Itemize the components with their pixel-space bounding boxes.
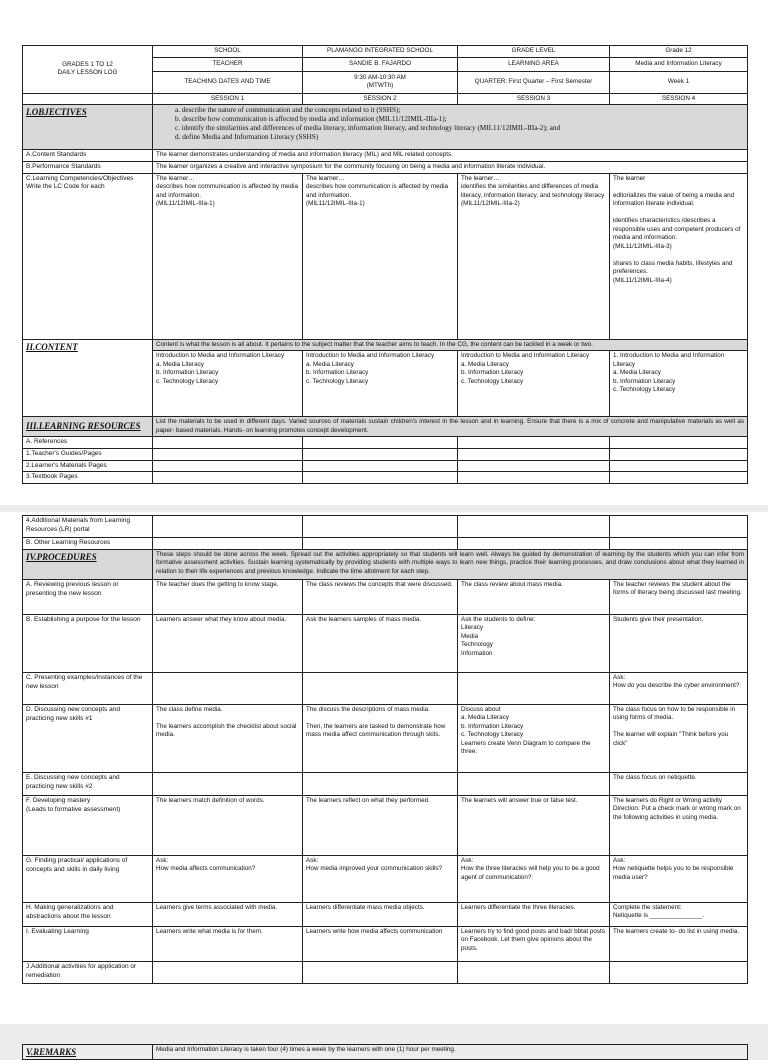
week-value: Week 1 xyxy=(610,71,748,93)
procedure-e-session-1 xyxy=(153,772,303,795)
procedure-d-session-1: The class define media. The learners accomplish the checklist about social media. xyxy=(153,704,303,772)
cell xyxy=(303,437,458,449)
cell xyxy=(458,516,610,538)
procedure-b-session-1: Learners answer what they know about media. xyxy=(153,614,303,672)
procedure-g-session-4: Ask: How netiquette helps you to be responsible media user? xyxy=(610,855,748,902)
cell xyxy=(458,448,610,460)
session-3-header: SESSION 3 xyxy=(458,93,610,105)
school-label: SCHOOL xyxy=(153,46,303,58)
procedure-i-session-4: The learners create to- do list in using media. xyxy=(610,926,748,961)
cell xyxy=(153,448,303,460)
remarks-table xyxy=(22,1044,748,1060)
cell xyxy=(458,538,610,550)
procedure-b-session-4: Students give their presentation. xyxy=(610,614,748,672)
cell xyxy=(458,460,610,472)
procedure-b-session-2: Ask the learners samples of mass media. xyxy=(303,614,458,672)
procedure-h-session-4: Complete the statement: Netiquette is _______________. xyxy=(610,902,748,926)
procedure-j-session-3 xyxy=(458,961,610,983)
procedure-c-session-2 xyxy=(303,672,458,704)
cell xyxy=(153,472,303,484)
procedure-f-label: F. Developing mastery (Leads to formative assessment) xyxy=(23,795,153,855)
procedure-i-session-2: Learners write how media affects communication xyxy=(303,926,458,961)
procedure-g-label: G. Finding practical/ applications of concepts and skills in daily living xyxy=(23,855,153,902)
content-standards-label: A.Content Standards xyxy=(23,150,153,162)
school-value: PLAMANGO INTEGRATED SCHOOL xyxy=(303,46,458,58)
procedure-a-session-4: The teacher reviews the student about the forms of literacy being discussed last meeting. xyxy=(610,579,748,614)
procedure-a-label: A. Reviewing previous lesson or presenting the new lesson xyxy=(23,579,153,614)
procedure-a-session-3: The class review about mass media. xyxy=(458,579,610,614)
grade-level-label: GRADE LEVEL xyxy=(458,46,610,58)
procedure-j-label: J.Additional activities for application or remediation xyxy=(23,961,153,983)
procedure-f-session-3: The learners will answer true or false test. xyxy=(458,795,610,855)
cell xyxy=(610,448,748,460)
procedures-heading: IV.PROCEDURES xyxy=(23,549,153,579)
content-note: Content is what the lesson is all about. It pertains to the subject matter that the teacher aims to teach. In the CG, the content can be tackled in a week or two. xyxy=(153,339,748,351)
performance-standards-label: B.Performance Standards xyxy=(23,161,153,173)
session-2-header: SESSION 2 xyxy=(303,93,458,105)
quarter-value: QUARTER: First Quarter – First Semester xyxy=(458,71,610,93)
session-header-blank xyxy=(23,93,153,105)
procedure-i-label: I. Evaluating Learning xyxy=(23,926,153,961)
learning-resources-note: List the materials to be used in different days. Varied sources of materials sustain children's interest in the lesson and in learning. Ensure that there is a mix of concrete and manipulative materials as well as paper- based materials. Hands- on learning promotes concept development. xyxy=(153,417,748,437)
remarks-heading: V.REMARKS xyxy=(23,1045,153,1060)
additional-materials-label: 4.Additional Materials from Learning Resources (LR) portal xyxy=(23,516,153,538)
procedure-f-session-1: The learners match definition of words. xyxy=(153,795,303,855)
cell xyxy=(153,460,303,472)
page-2 xyxy=(0,512,768,1057)
teacher-label: TEACHER xyxy=(153,57,303,71)
cell xyxy=(303,472,458,484)
procedure-h-session-2: Learners differentiate mass media objects. xyxy=(303,902,458,926)
procedure-g-session-1: Ask: How media affects communication? xyxy=(153,855,303,902)
procedure-d-session-3: Discuss about a. Media Literacy b. Information Literacy c. Technology Literacy Learners create Venn Diagram to compare the three. xyxy=(458,704,610,772)
cell xyxy=(303,460,458,472)
competency-session-3: The learner… identifies the similarities and differences of media literacy, information literacy, and technology literacy (MIL11/12IMIL-IIIa-2) xyxy=(458,173,610,339)
dll-table-part-2 xyxy=(22,515,748,984)
procedure-e-session-3 xyxy=(458,772,610,795)
remarks-text: Media and Information Literacy is taken four (4) times a week by the learners with one (1) hour per meeting. xyxy=(153,1045,748,1060)
dates-value: 9:30 AM-10:30 AM (MTWTh) xyxy=(303,71,458,93)
objectives-heading: I.OBJECTIVES xyxy=(23,105,153,150)
cell xyxy=(303,538,458,550)
cell xyxy=(153,437,303,449)
session-4-header: SESSION 4 xyxy=(610,93,748,105)
grade-level-value: Grade 12 xyxy=(610,46,748,58)
references-label: A. References xyxy=(23,437,153,449)
cell xyxy=(610,460,748,472)
content-heading: II.CONTENT xyxy=(23,339,153,417)
performance-standards-text: The learner organizes a creative and interactive symposium for the community focusing on being a media and information literate individual. xyxy=(153,161,748,173)
cell xyxy=(458,437,610,449)
learning-area-value: Media and Information Literacy xyxy=(610,57,748,71)
procedure-h-label: H. Making generalizations and abstractions about the lesson xyxy=(23,902,153,926)
procedure-b-session-3: Ask the students to define: Literacy Media Technology Information xyxy=(458,614,610,672)
cell xyxy=(458,472,610,484)
dll-title-line1: GRADES 1 TO 12 xyxy=(62,60,113,68)
content-session-3: Introduction to Media and Information Literacy a. Media Literacy b. Information Literacy c. Technology Literacy xyxy=(458,351,610,417)
procedure-c-session-1 xyxy=(153,672,303,704)
learning-resources-heading: III.LEARNING RESOURCES xyxy=(23,417,153,437)
procedure-c-label: C. Presenting examples/instances of the new lesson xyxy=(23,672,153,704)
learners-materials-label: 2.Learner's Materials Pages xyxy=(23,460,153,472)
competency-session-4: The learner editorializes the value of being a media and information literate individual. identifies characteristics /describes a responsible uses and competent producers of media and information. (MIL11/12IMIL-IIIa-3) shares to class media habits, lifestyles and preferences. (MIL11/12IMIL-IIIa-4) xyxy=(610,173,748,339)
procedure-d-session-2: The discuss the descriptions of mass media. Then, the learners are tasked to demonstrate how mass media affect communication through skits. xyxy=(303,704,458,772)
dll-title-line2: DAILY LESSON LOG xyxy=(57,69,118,77)
content-session-1: Introduction to Media and Information Literacy a. Media Literacy b. Information Literacy c. Technology Literacy xyxy=(153,351,303,417)
dates-label: TEACHING DATES AND TIME xyxy=(153,71,303,93)
dll-title xyxy=(23,46,153,94)
procedure-i-session-3: Learners try to find good posts and bad/ bbtat posts on Facebook. Let them give opinions about the posts. xyxy=(458,926,610,961)
cell xyxy=(303,448,458,460)
cell xyxy=(610,516,748,538)
procedure-f-session-2: The learners reflect on what they performed. xyxy=(303,795,458,855)
procedure-h-session-3: Learners differentiate the three literacies. xyxy=(458,902,610,926)
procedure-i-session-1: Learners write what media is for them. xyxy=(153,926,303,961)
dll-table-part-1 xyxy=(22,45,748,484)
procedure-e-session-4: The class focus on netiquette. xyxy=(610,772,748,795)
procedure-j-session-2 xyxy=(303,961,458,983)
learning-area-label: LEARNING AREA xyxy=(458,57,610,71)
procedure-j-session-1 xyxy=(153,961,303,983)
content-standards-text: The learner demonstrates understanding of media and information literacy (MIL) and MIL related concepts. xyxy=(153,150,748,162)
procedure-d-session-4: The class focus on how to be responsible in using forms of media. The learner will explain "Think before you click" xyxy=(610,704,748,772)
cell xyxy=(610,472,748,484)
page-1 xyxy=(0,0,768,505)
content-session-2: Introduction to Media and Information Literacy a. Media Literacy b. Information Literacy c. Technology Literacy xyxy=(303,351,458,417)
objectives-text: a. describe the nature of communication and the concepts related to it (SSHS); b. describe how communication is affected by media and information (MIL11/12IMIL-IIIa-1); c. identify the similarities and differences of media literacy, information literacy, and technology literacy (MIL11/12IMIL-IIIa-2); and d. define Media and Information Literacy (SSHS) xyxy=(153,105,748,150)
procedure-g-session-2: Ask: How media improved your communication skills? xyxy=(303,855,458,902)
textbook-pages-label: 3.Textbook Pages xyxy=(23,472,153,484)
competency-session-1: The learner… describes how communication is affected by media and information. (MIL11/12IMIL-IIIa-1) xyxy=(153,173,303,339)
procedure-c-session-4: Ask: How do you describe the cyber environment? xyxy=(610,672,748,704)
teacher-value: SANDIE B. FAJARDO xyxy=(303,57,458,71)
procedure-f-session-4: The learners do Right or Wrong activity Direction: Put a check mark or wrong mark on the following activities in using media. xyxy=(610,795,748,855)
cell xyxy=(153,538,303,550)
other-resources-label: B. Other Learning Resources xyxy=(23,538,153,550)
procedure-a-session-2: The class reviews the concepts that were discussed. xyxy=(303,579,458,614)
cell xyxy=(610,538,748,550)
teachers-guides-label: 1.Teacher's Guides/Pages xyxy=(23,448,153,460)
procedure-b-label: B. Establishing a purpose for the lesson xyxy=(23,614,153,672)
session-1-header: SESSION 1 xyxy=(153,93,303,105)
procedure-c-session-3 xyxy=(458,672,610,704)
competencies-label: C.Learning Competencies/Objectives Write the LC Code for each xyxy=(23,173,153,339)
procedure-j-session-4 xyxy=(610,961,748,983)
procedure-a-session-1: The teacher does the getting to know stage. xyxy=(153,579,303,614)
cell xyxy=(303,516,458,538)
procedure-h-session-1: Learners give terms associated with media. xyxy=(153,902,303,926)
procedure-e-label: E. Discussing new concepts and practicing new skills #2 xyxy=(23,772,153,795)
content-session-4: 1. Introduction to Media and Information Literacy a. Media Literacy b. Information Literacy c. Technology Literacy xyxy=(610,351,748,417)
procedure-e-session-2 xyxy=(303,772,458,795)
cell xyxy=(153,516,303,538)
competency-session-2: The learner… describes how communication is affected by media and information. (MIL11/12IMIL-IIIa-1) xyxy=(303,173,458,339)
procedure-g-session-3: Ask: How the three literacies will help you to be a good agent of communication? xyxy=(458,855,610,902)
procedure-d-label: D. Discussing new concepts and practicing new skills #1 xyxy=(23,704,153,772)
cell xyxy=(610,437,748,449)
procedures-note: These steps should be done across the week. Spread out the activities appropriately so that students will learn well. Always be guided by demonstration of learning by the students which you can infer from formative assessment activities. Sustain learning systematically by providing students with multiple ways to learn new things, practice their learning processes, and draw conclusions about what they learned in relation to their life experiences and previous knowledge. Indicate the time allotment for each step. xyxy=(153,549,748,579)
